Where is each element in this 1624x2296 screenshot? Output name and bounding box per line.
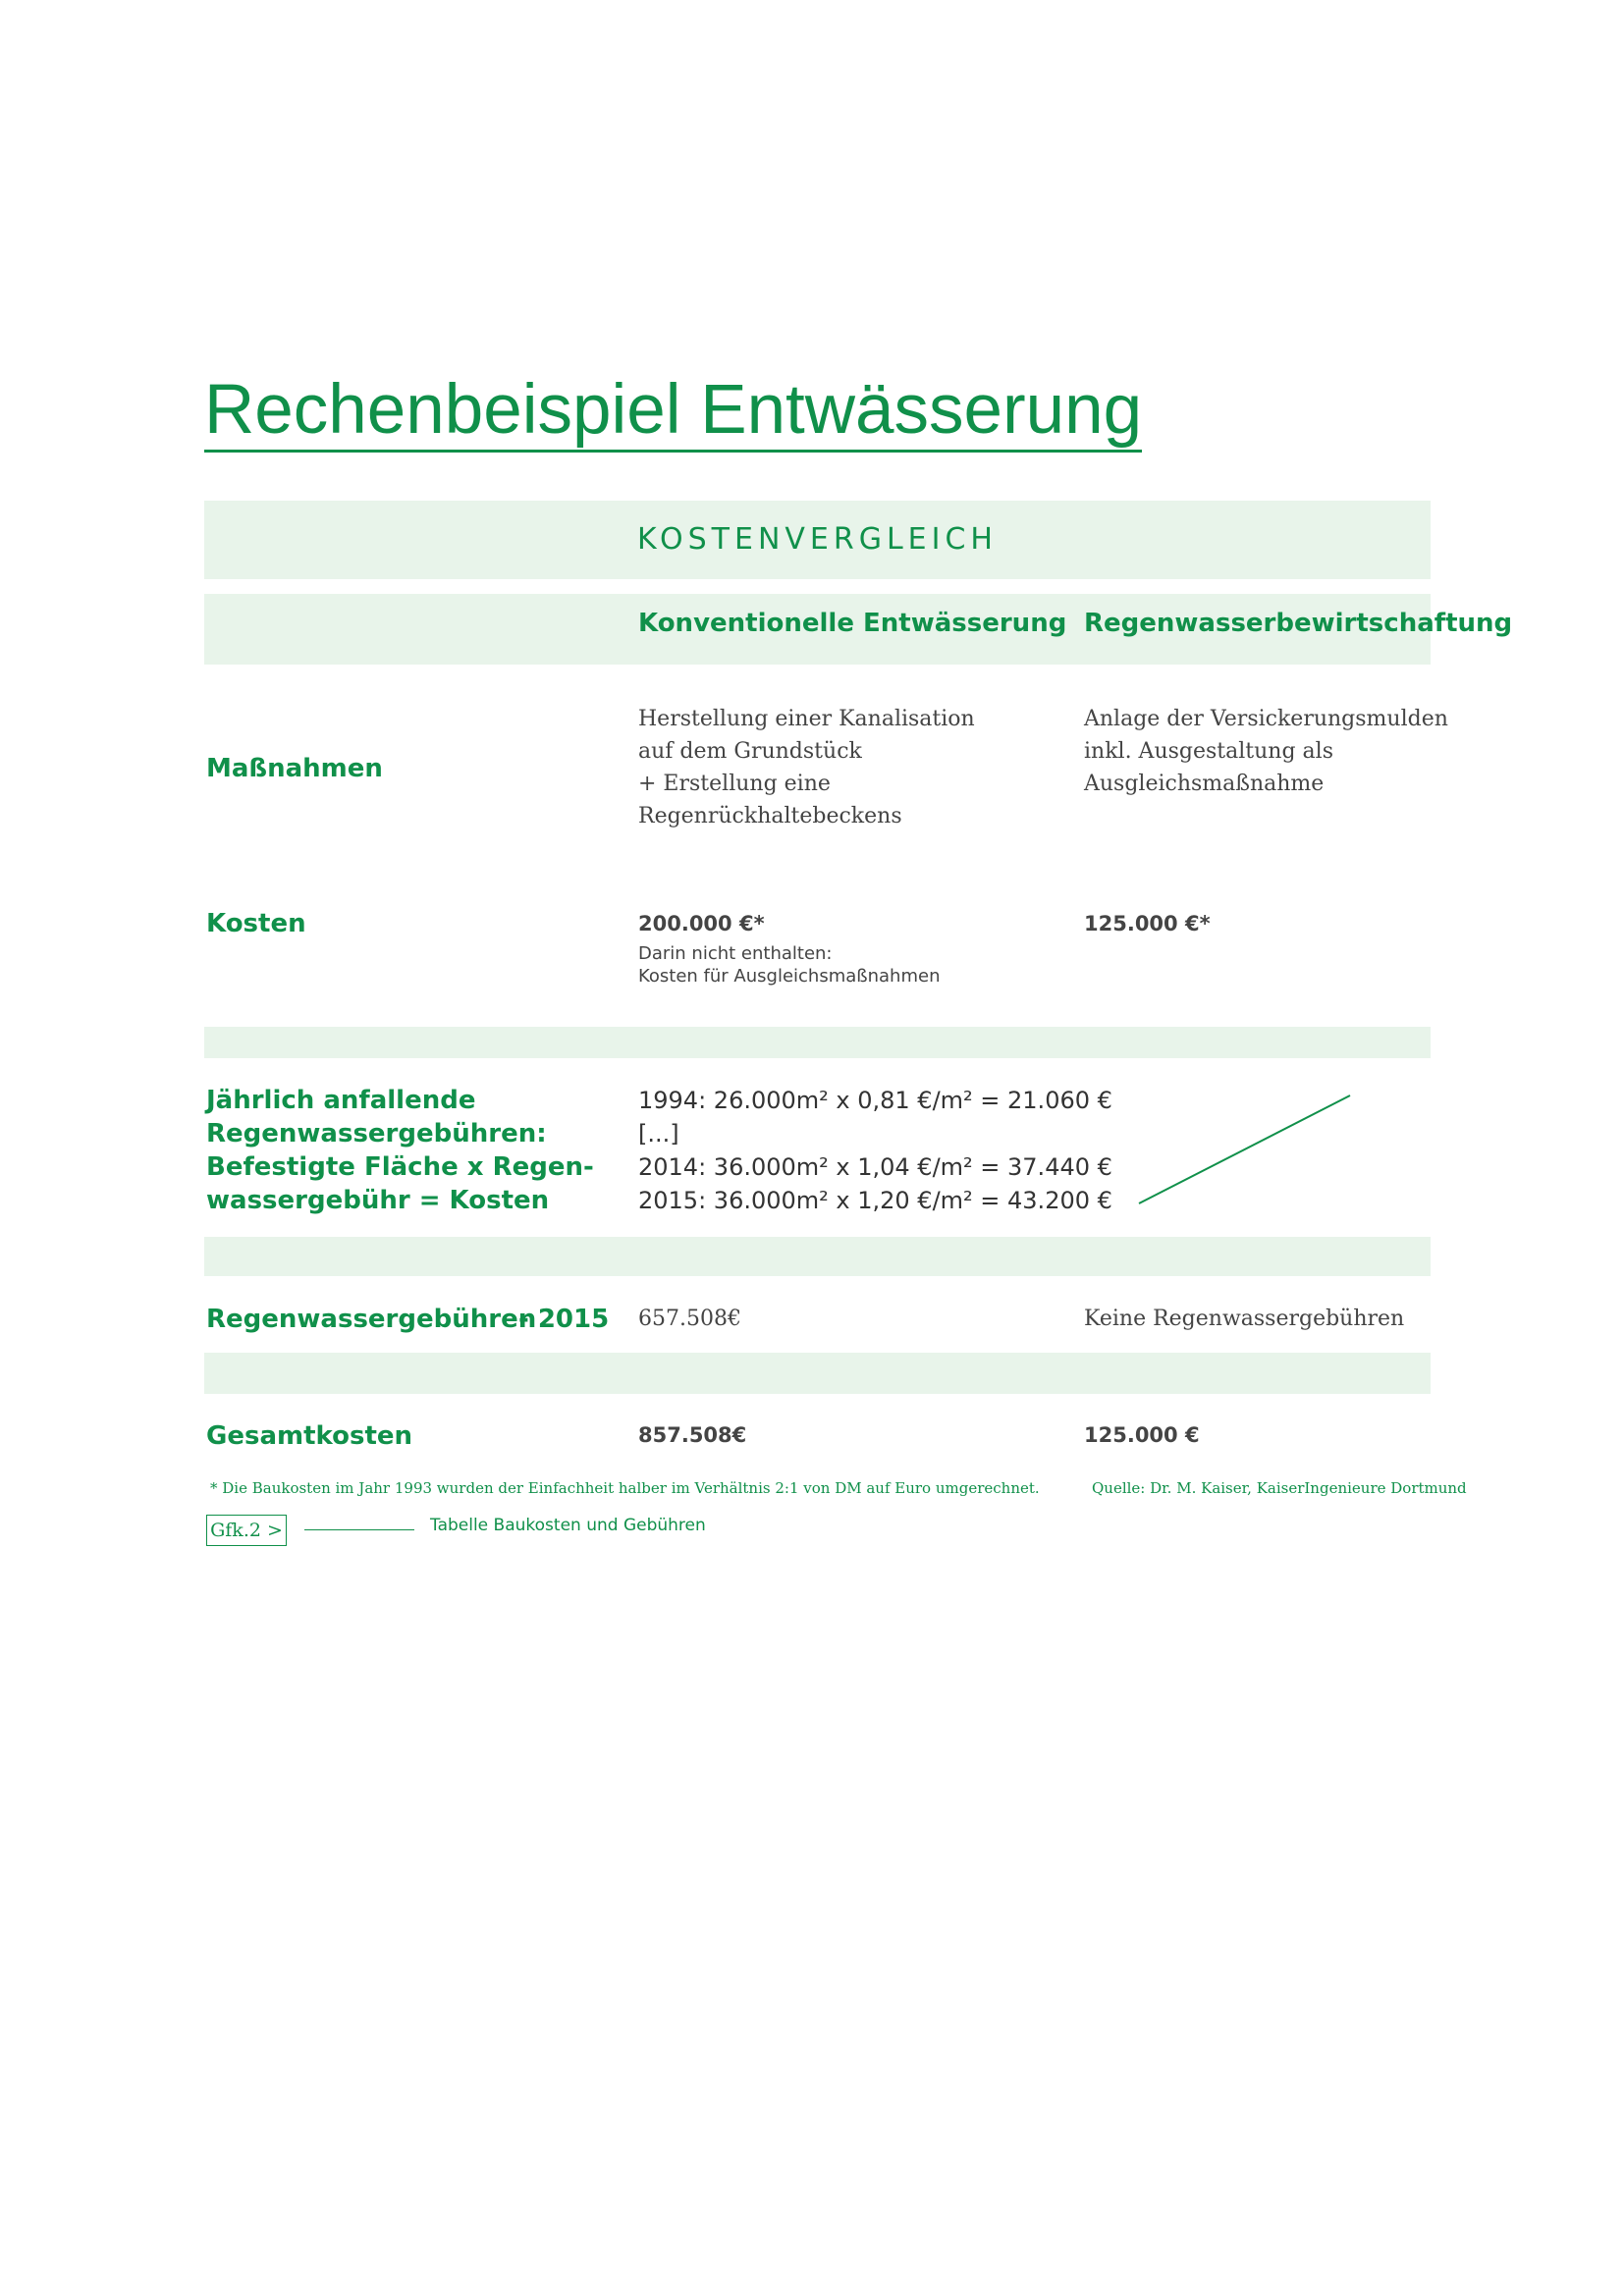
kosten-conventional-value: 200.000 €*: [638, 912, 765, 935]
figure-reference-line: [304, 1529, 414, 1530]
gesamt-rainwater: 125.000 €: [1084, 1423, 1200, 1447]
footnote: * Die Baukosten im Jahr 1993 wurden der Einfachheit halber im Verhältnis 2:1 von DM auf Euro umgerechnet.: [210, 1479, 1040, 1497]
separator-band: [204, 1353, 1431, 1394]
massnahmen-conventional: Herstellung einer Kanalisation auf dem Grundstück + Erstellung eine Regenrückhaltebeckens: [638, 707, 975, 828]
page-title: Rechenbeispiel Entwässerung: [204, 371, 1142, 453]
gebuehren-summe-conventional: 657.508€: [638, 1307, 741, 1331]
not-applicable-strike: [1134, 1090, 1360, 1207]
kosten-conventional-note: Darin nicht enthalten: Kosten für Ausgleichsmaßnahmen: [638, 943, 941, 987]
row-label-gebuehren-jaehrlich: Jährlich anfallende Regenwassergebühren: Befestigte Fläche x Regen- wassergebühr = Kosten: [206, 1086, 594, 1215]
figure-reference-tag[interactable]: Gfk.2 >: [206, 1515, 287, 1546]
massnahmen-rainwater: Anlage der Versickerungsmulden inkl. Ausgestaltung als Ausgleichsmaßnahme: [1084, 707, 1448, 796]
figure-caption: Tabelle Baukosten und Gebühren: [430, 1516, 706, 1535]
column-header-rainwater: Regenwasserbewirtschaftung: [1084, 609, 1513, 638]
gesamt-conventional: 857.508€: [638, 1423, 747, 1447]
separator-band: [204, 1027, 1431, 1058]
row-label-gebuehren-summe: Regenwassergebühren: [206, 1305, 537, 1334]
row-label-gesamtkosten: Gesamtkosten: [206, 1421, 413, 1451]
source-credit: Quelle: Dr. M. Kaiser, KaiserIngenieure Dortmund: [1092, 1479, 1467, 1497]
row-label-kosten: Kosten: [206, 909, 306, 938]
gebuehren-jaehrlich-conventional: 1994: 26.000m² x 0,81 €/m² = 21.060 € [...] 2014: 36.000m² x 1,04 €/m² = 37.440 € 2015: 36.000m² x 1,20 €/m² = 43.200 €: [638, 1087, 1112, 1214]
column-header-conventional: Konventionelle Entwässerung: [638, 609, 1067, 638]
kosten-rainwater-value: 125.000 €*: [1084, 912, 1211, 935]
gebuehren-summe-rainwater: Keine Regenwassergebühren: [1084, 1307, 1405, 1331]
row-label-massnahmen: Maßnahmen: [206, 754, 383, 783]
separator-band: [204, 1237, 1431, 1276]
table-heading: KOSTENVERGLEICH: [636, 522, 998, 557]
row-label-gebuehren-year: - 2015: [518, 1305, 610, 1334]
